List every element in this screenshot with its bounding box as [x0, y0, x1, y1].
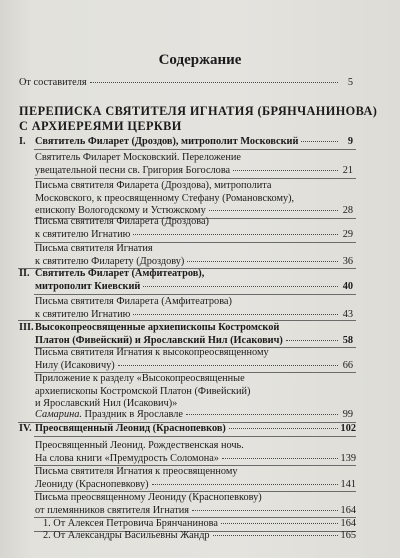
toc-number: III. — [19, 322, 34, 333]
toc-entry: Святитель Филарет Московский. Переложение увещательной песни св. Григория Богослова 21 — [35, 152, 353, 176]
toc-entry: Преосвященный Леонид. Рождественская ночь. На слова книги «Премудрость Соломона» 139 — [35, 440, 356, 464]
divider — [34, 178, 356, 179]
toc-entry-appendix: Приложение к разделу «Высокопреосвященные архиепископы Костромской Платон (Фивейский) и Ярославский Нил (Исакович)» — [35, 373, 251, 409]
toc-entry: Письма святителя Игнатия к святителю Филарету (Дроздову) 36 — [35, 243, 353, 267]
divider — [34, 436, 356, 437]
toc-entry: Письма святителя Игнатия к преосвященному Леониду (Краснопевкову) 141 — [35, 466, 356, 490]
toc-entry: Письма святителя Филарета (Дроздова), митрополита Московского, к преосвященному Стефану (Романовскому), епископу Вологодскому и Устюжскому 28 — [35, 180, 353, 216]
toc-number: IV. — [19, 423, 32, 434]
section-heading: ПЕРЕПИСКА СВЯТИТЕЛЯ ИГНАТИЯ (БРЯНЧАНИНОВА) С АРХИЕРЕЯМИ ЦЕРКВИ — [19, 104, 378, 133]
toc-entry: 1. От Алексея Петровича Брянчанинова 164 — [43, 518, 356, 529]
toc-entry-preface: От составителя 5 — [19, 77, 353, 88]
divider — [34, 294, 356, 295]
divider — [34, 149, 356, 150]
toc-entry: Преосвященный Леонид (Краснопевков) 102 — [35, 423, 356, 434]
toc-entry: Письма святителя Игнатия к высокопреосвященному Нилу (Исаковичу) 66 — [35, 347, 353, 371]
toc-entry: Письма преосвященному Леониду (Краснопевкову) от племянников святителя Игнатия 164 — [35, 492, 356, 516]
toc-entry: Самарина. Праздник в Ярославле 99 — [35, 409, 353, 420]
toc-entry: 2. От Александры Васильевны Жандр 165 — [43, 530, 356, 541]
toc-entry: Святитель Филарет (Амфитеатров), митрополит Киевский 40 — [35, 268, 353, 292]
toc-entry: Письма святителя Филарета (Амфитеатрова) к святителю Игнатию 43 — [35, 296, 353, 320]
toc-entry: Письма святителя Филарета (Дроздова) к святителю Игнатию 29 — [35, 216, 353, 240]
divider — [18, 320, 356, 321]
toc-entry: Святитель Филарет (Дроздов), митрополит Московский 9 — [35, 136, 353, 147]
toc-number: II. — [19, 268, 30, 279]
toc-entry: Высокопреосвященные архиепископы Костромской Платон (Фивейский) и Ярославский Нил (Исакович) 58 — [35, 322, 353, 346]
page-title: Содержание — [158, 52, 242, 68]
toc-number: I. — [19, 136, 26, 147]
